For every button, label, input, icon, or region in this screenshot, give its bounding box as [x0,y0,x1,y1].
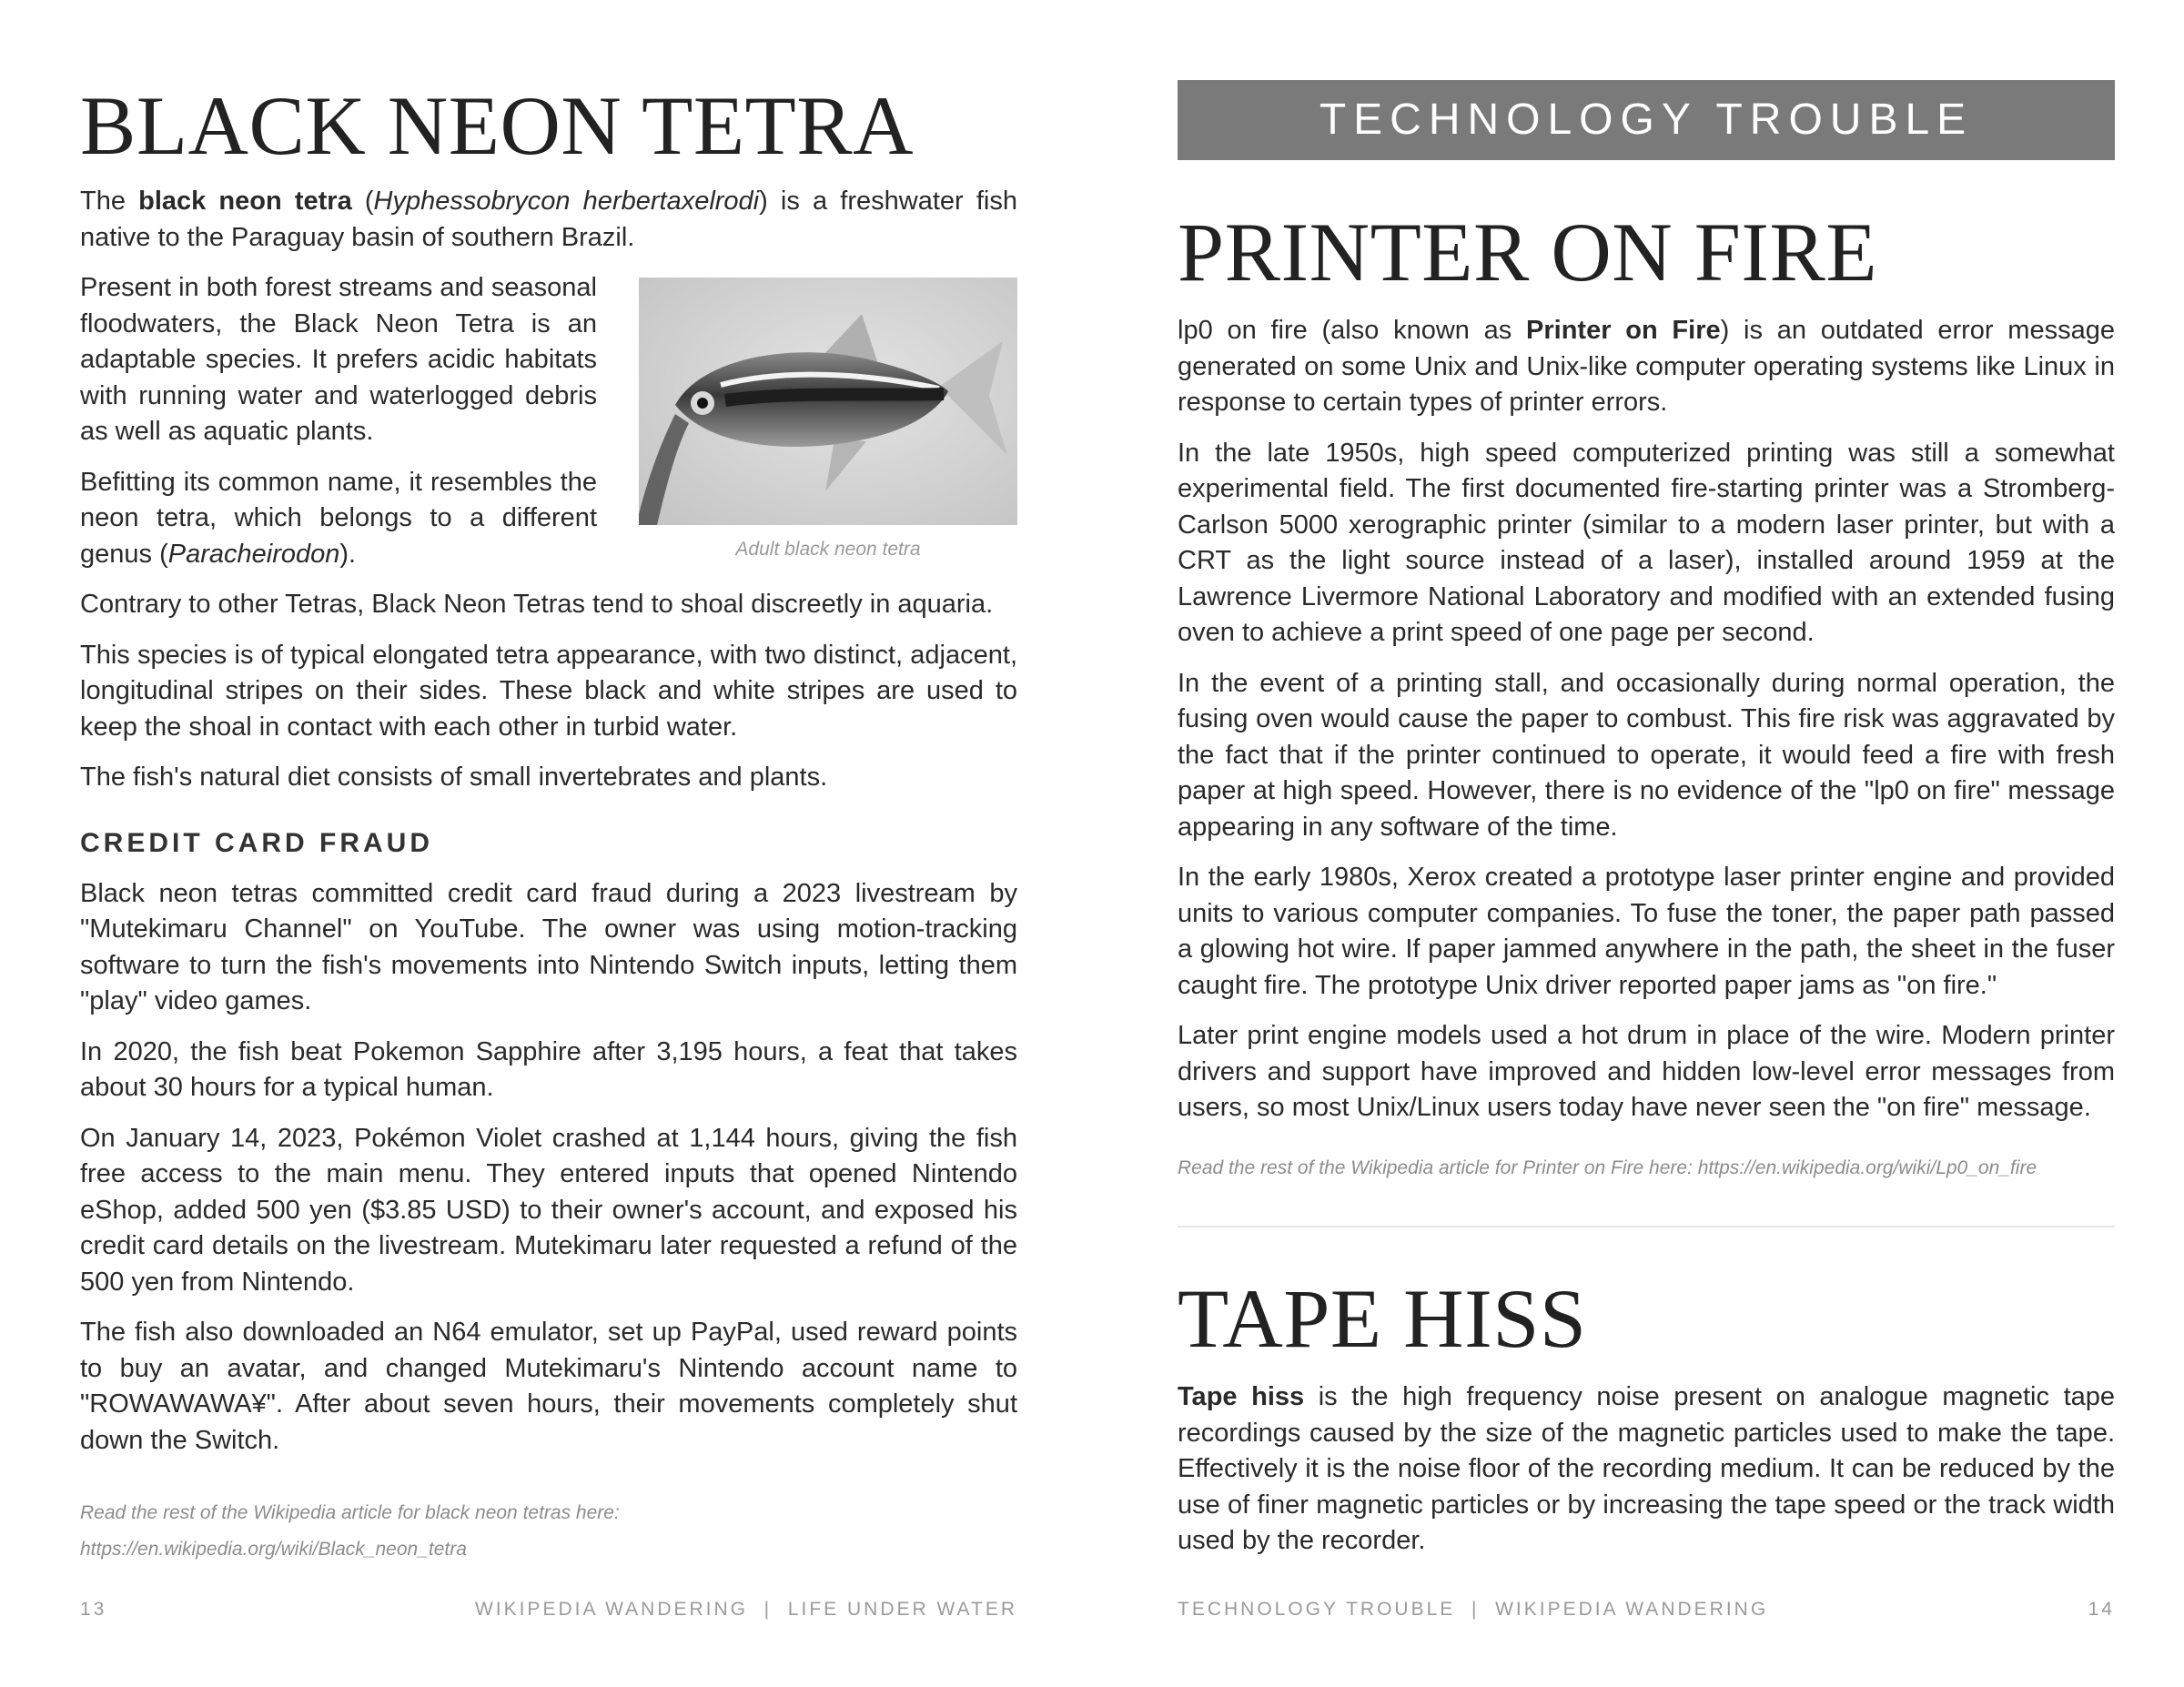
intro-bold-term: Tape hiss [1178,1382,1305,1411]
fraud-paragraph-1: Black neon tetras committed credit card fraud during a 2023 livestream by "Mutekimaru Channel" on YouTube. The owner was using motion-tracking software to turn the fish's movements into Nintendo Switch inputs, letting them "play" video games. [80,878,1017,1015]
right-page [1178,0,2115,1687]
history-paragraph: In the late 1950s, high speed computerized printing was still a somewhat experimental field. The first documented fire-starting printer was a Stromberg-Carlson 5000 xerographic printer (similar to a modern laser printer, but with a CRT as the light source instead of a laser), installed around 1959 at the Lawrence Livermore National Laboratory and modified with an extended fusing oven to achieve a print speed of one page per second. [1178,438,2115,647]
fish-photo [639,278,1017,525]
intro-text: ( [351,187,374,216]
fraud-paragraph-2: In 2020, the fish beat Pokemon Sapphire after 3,195 hours, a feat that takes about 30 hours for a typical human. [80,1036,1017,1102]
habitat-paragraph: Present in both forest streams and seasonal floodwaters, the Black Neon Tetra is an adaptable species. It prefers acidic habitats with running water and waterlogged debris as well as aquatic plants. [80,273,597,446]
tape-hiss-article [1178,1268,2115,1560]
source-url[interactable]: https://en.wikipedia.org/wiki/Black_neon_tetra [80,1539,467,1560]
intro-paragraph [1178,313,2115,421]
article-title: PRINTER ON FIRE [1178,206,1878,298]
intro-paragraph [1178,1379,2115,1560]
source-note[interactable]: Read the rest of the Wikipedia article for Printer on Fire here: https://en.wikipedia.org/wiki/Lp0_on_fire [1178,1157,2037,1178]
section-subheading: CREDIT CARD FRAUD [80,827,433,858]
article-divider [1178,1226,2115,1227]
article-title: TAPE HISS [1178,1272,1587,1365]
name-text: ). [339,539,357,569]
intro-text: The [80,187,139,216]
fraud-paragraph-4: The fish also downloaded an N64 emulator, set up PayPal, used reward points to buy an avatar, and changed Mutekimaru's Nintendo account name to "ROWAWAWA¥". After about seven hours, their movements completely shut down the Switch. [80,1318,1017,1455]
section-banner: TECHNOLOGY TROUBLE [1178,80,2115,160]
source-note [80,1495,1017,1568]
article-title: BLACK NEON TETRA [80,79,915,172]
article-body [80,184,1017,1568]
left-page [80,0,1017,1687]
stall-paragraph: In the event of a printing stall, and occasionally during normal operation, the fusing oven would cause the paper to combust. This fire risk was aggravated by the fact that if the printer continued to operate, it would feed a fire with fresh paper at high speed. However, there is no evidence of the "lp0 on fire" message appearing in any software of the time. [1178,668,2115,842]
fish-figure [639,278,1017,561]
intro-text: ) is a freshwater fish native to the Paraguay basin of southern Brazil. [80,187,1017,252]
genus-name: Paracheirodon [167,539,340,569]
fraud-paragraph-3: On January 14, 2023, Pokémon Violet crashed at 1,144 hours, giving the fish free access to the main menu. They entered inputs that opened Nintendo eShop, added 500 yen ($3.85 USD) to their owner's account, and exposed his credit card details on the livestream. Mutekimaru later requested a refund of the 500 yen from Nintendo. [80,1123,1017,1297]
intro-text: is the high frequency noise present on analogue magnetic tape recordings caused by the size of the magnetic particles used to make the tape. Effectively it is the noise floor of the recording medium. It can be reduced by the use of finer magnetic particles or by increasing the tape speed or the track width used by the recorder. [1178,1382,2116,1555]
intro-bold-term: black neon tetra [138,187,352,216]
xerox-paragraph: In the early 1980s, Xerox created a prototype laser printer engine and provided units to various computer companies. To fuse the toner, the paper path passed a glowing hot wire. If paper jammed anywhere in the path, the sheet in the fuser caught fire. The prototype Unix driver reported paper jams as "on fire." [1178,863,2115,1000]
running-head: TECHNOLOGY TROUBLE | WIKIPEDIA WANDERING [1178,1599,1769,1620]
diet-paragraph: The fish's natural diet consists of small invertebrates and plants. [80,763,828,792]
running-head: WIKIPEDIA WANDERING | LIFE UNDER WATER [474,1599,1017,1620]
page-footer [80,1596,1017,1623]
intro-scientific-name: Hyphessobrycon herbertaxelrodi [373,187,760,216]
intro-paragraph [80,184,1017,256]
name-text: Befitting its common name, it resembles the neon tetra, which belongs to a different genus ( [80,467,597,569]
page-number: 13 [80,1599,107,1620]
source-note-text: Read the rest of the Wikipedia article for black neon tetras here: [80,1502,620,1523]
page-number: 14 [2088,1599,2115,1620]
figure-caption: Adult black neon tetra [735,539,921,560]
printer-article [1178,202,2115,1187]
page-footer [1178,1596,2115,1623]
intro-text: ) is an outdated error message generated on some Unix and Unix-like computer operating systems like Linux in response to certain types of printer errors. [1178,316,2115,417]
shoal-paragraph: Contrary to other Tetras, Black Neon Tetras tend to shoal discreetly in aquaria. [80,590,994,619]
later-paragraph: Later print engine models used a hot drum in place of the wire. Modern printer drivers and support have improved and hidden low-level error messages from users, so most Unix/Linux users today have never seen the "on fire" message. [1178,1021,2115,1122]
appearance-paragraph: This species is of typical elongated tetra appearance, with two distinct, adjacent, longitudinal stripes on their sides. These black and white stripes are used to keep the shoal in contact with each other in turbid water. [80,640,1017,742]
intro-bold-term: Printer on Fire [1526,316,1721,345]
intro-text: lp0 on fire (also known as [1178,316,1527,345]
